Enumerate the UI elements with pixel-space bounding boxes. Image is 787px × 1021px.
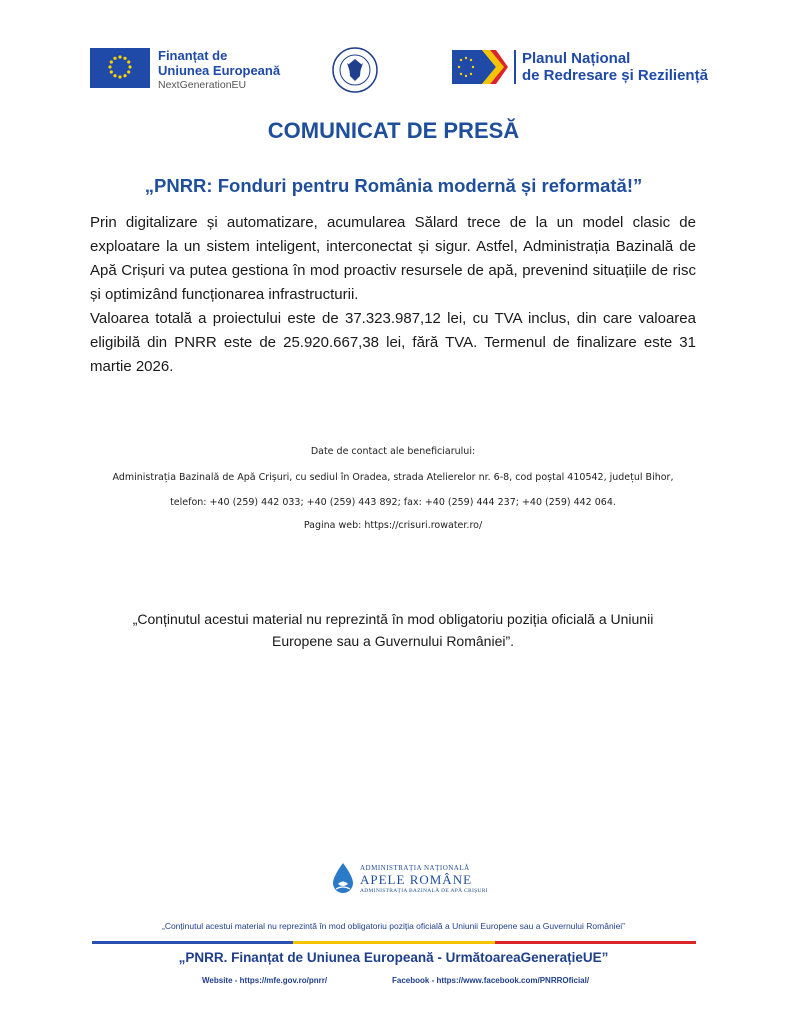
eu-logo-line2: Uniunea Europeană (158, 63, 281, 78)
apele-romane-logo (330, 862, 488, 896)
contact-phones: telefon: +40 (259) 442 033; +40 (259) 443 892; fax: +40 (259) 444 237; +40 (259) 442 064. (170, 497, 616, 508)
body-paragraph-2: Valoarea totală a proiectului este de 37.323.987,12 lei, cu TVA inclus, din care valoarea eligibilă din PNRR este de 25.920.667,38 lei, fără TVA. Termenul de finalizare este 31 martie 2026. (90, 310, 696, 375)
contact-website: Pagina web: https://crisuri.rowater.ro/ (303, 520, 483, 531)
contact-title: Date de contact ale beneficiarului: (310, 446, 476, 457)
eu-logo-line1: Finanțat de (158, 48, 228, 63)
pnrr-logo-line1: Planul Național (522, 50, 631, 67)
anar-logo-big: APELE ROMÂNE (360, 872, 473, 887)
eu-logo-line3: NextGenerationEU (158, 79, 247, 91)
contact-address: Administrația Bazinală de Apă Crișuri, cu sediul în Oradea, strada Atelierelor nr. 6-8, cod poștal 410542, județul Bihor, (112, 472, 674, 483)
footer-facebook-link[interactable]: Facebook - https://www.facebook.com/PNRROficial/ (392, 976, 590, 985)
pnrr-flag-icon (452, 50, 508, 84)
anar-logo-small: ADMINISTRAȚIA NAȚIONALĂ (360, 864, 470, 872)
body-paragraph-1: Prin digitalizare și automatizare, acumularea Sălard trece de la un model clasic de exploatare la un sistem inteligent, interconectat și sigur. Astfel, Administrația Bazinală de Apă Crișuri va putea gestiona în mod proactiv resursele de apă, prevenind situațiile de risc și optimizând funcționarea infrastructurii. (90, 214, 696, 303)
footer-disclaimer: „Conținutul acestui material nu reprezintă în mod obligatoriu poziția oficială a Uniunii Europene sau a Guvernului României” (161, 921, 626, 931)
footer-website-link[interactable]: Website - https://mfe.gov.ro/pnrr/ (202, 976, 328, 985)
eu-flag-icon (90, 48, 150, 88)
stripe-red (495, 941, 696, 944)
romanian-government-seal-icon (331, 46, 379, 94)
eu-funding-logo (90, 48, 280, 93)
pnrr-logo-line2: de Redresare și Reziliență (522, 67, 708, 84)
anar-logo-tiny: ADMINISTRAȚIA BAZINALĂ DE APĂ CRIȘURI (360, 888, 488, 894)
press-release-title: COMUNICAT DE PRESĂ (267, 118, 520, 143)
stripe-yellow (293, 941, 494, 944)
stripe-blue (92, 941, 293, 944)
content-disclaimer: „Conținutul acestui material nu reprezintă în mod obligatoriu poziția oficială a Uniunii Europene sau a Guvernului României”. (132, 611, 654, 649)
tricolor-stripe (92, 941, 696, 944)
press-release-subtitle: „PNRR: Fonduri pentru România modernă și reformată!” (144, 175, 643, 196)
pnrr-logo (452, 50, 708, 84)
water-drop-icon (330, 862, 356, 896)
footer-slogan: „PNRR. Finanțat de Uniunea Europeană - UrmătoareaGenerațieUE” (178, 950, 609, 965)
